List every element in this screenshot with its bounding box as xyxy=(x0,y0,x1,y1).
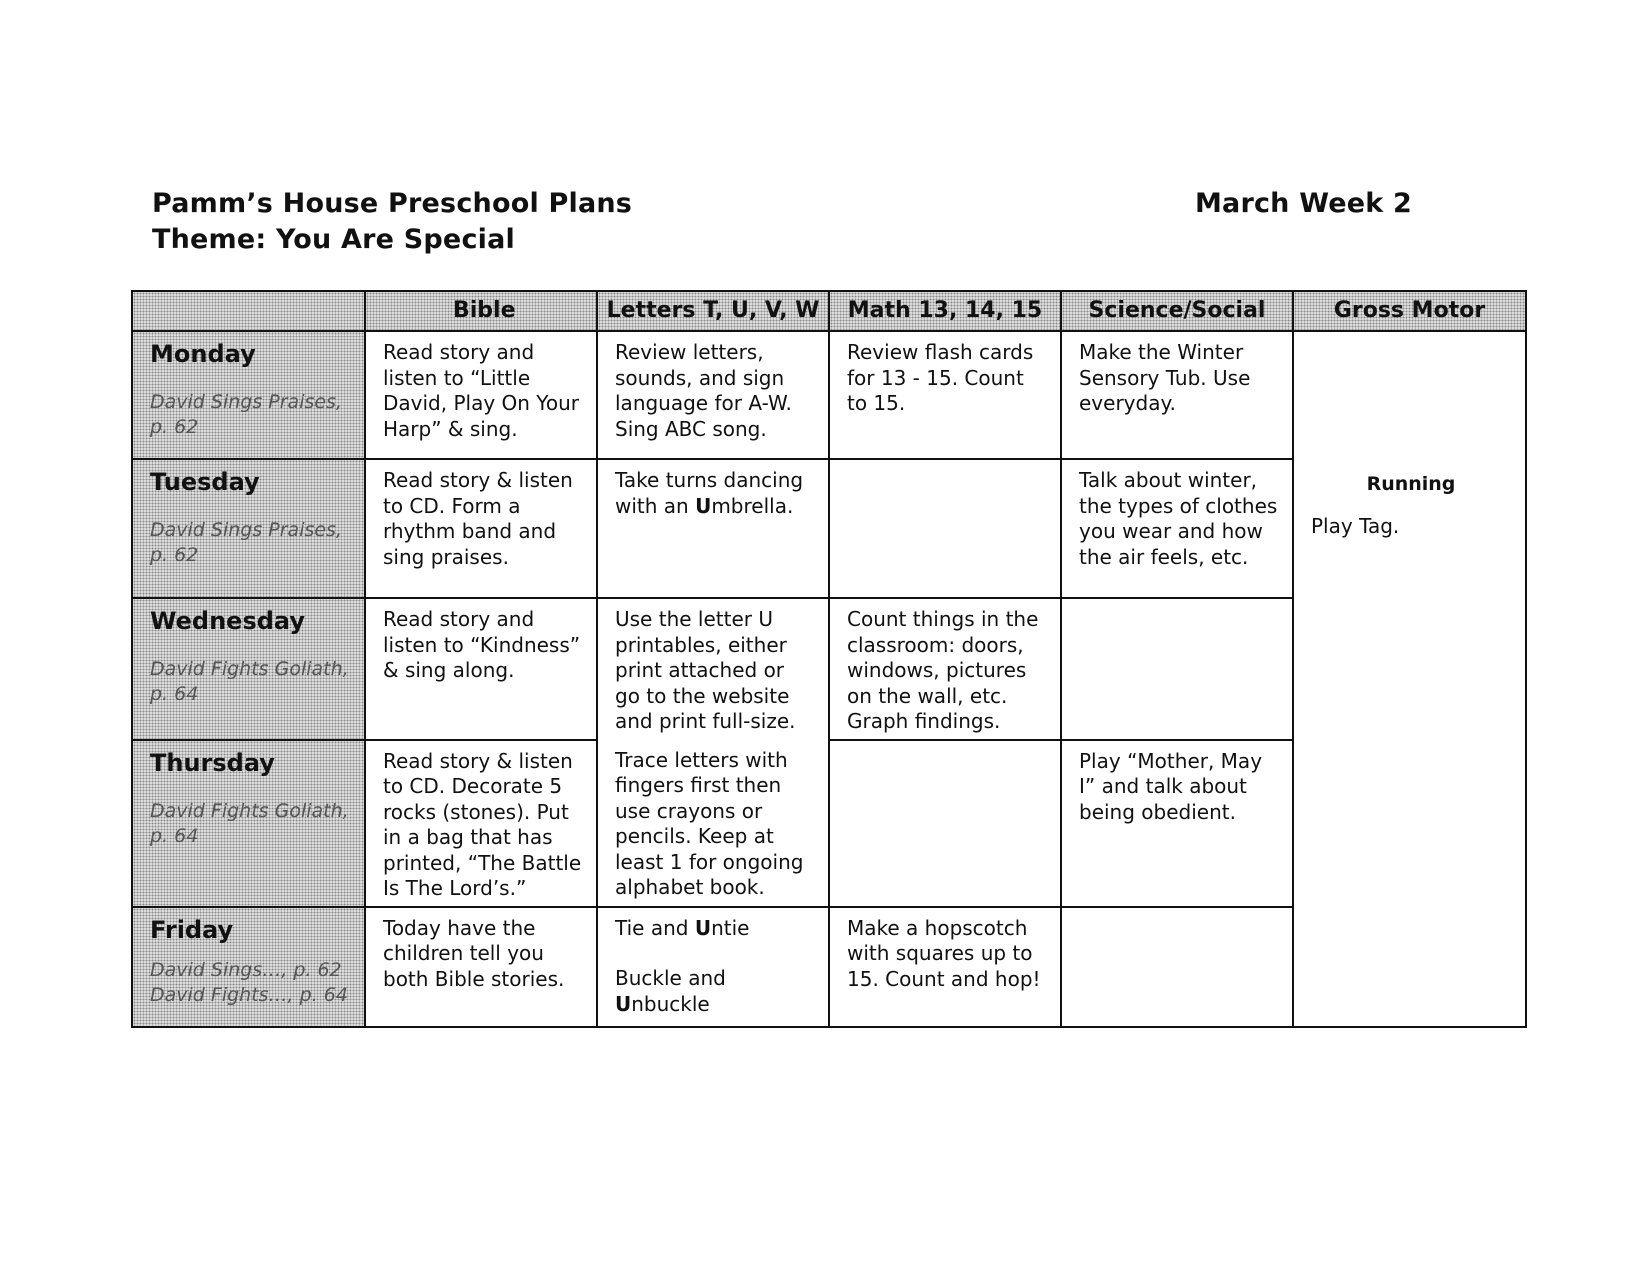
science-cell xyxy=(1061,598,1293,740)
day-name: Wednesday xyxy=(150,607,306,635)
day-reference: David Fights…, p. 64 xyxy=(150,983,348,1006)
column-header-gross-motor: Gross Motor xyxy=(1293,291,1526,331)
math-cell: Review flash cards for 13 - 15. Count to 15. xyxy=(829,331,1061,459)
day-cell-monday xyxy=(132,331,365,459)
plan-week: March Week 2 xyxy=(1194,188,1412,219)
header-corner xyxy=(132,291,365,331)
day-reference: David Fights Goliath, p. 64 xyxy=(150,658,349,705)
bible-cell: Read story and listen to “Kindness” & sing along. xyxy=(365,598,597,740)
day-cell-friday xyxy=(132,907,365,1027)
column-header-letters: Letters T, U, V, W xyxy=(597,291,829,331)
gross-motor-cell xyxy=(1293,331,1526,1027)
letters-cell: Trace letters with fingers first then use crayons or pencils. Keep at least 1 for ongoing alphabet book. xyxy=(597,740,829,907)
page-header xyxy=(152,186,1412,258)
table-row xyxy=(132,331,1526,459)
table-header-row xyxy=(132,291,1526,331)
bible-cell: Read story & listen to CD. Decorate 5 rocks (stones). Put in a bag that has printed, “The Battle Is The Lord’s.” xyxy=(365,740,597,907)
lesson-plan-table xyxy=(131,290,1527,1028)
letters-cell: Review letters, sounds, and sign language for A-W. Sing ABC song. xyxy=(597,331,829,459)
day-reference: David Sings…, p. 62 xyxy=(150,958,342,981)
day-cell-wednesday xyxy=(132,598,365,740)
gross-motor-text: Play Tag. xyxy=(1311,513,1400,538)
math-cell: Make a hopscotch with squares up to 15. Count and hop! xyxy=(829,907,1061,1027)
day-name: Tuesday xyxy=(150,468,260,496)
science-cell xyxy=(1061,907,1293,1027)
science-cell: Make the Winter Sensory Tub. Use everyday. xyxy=(1061,331,1293,459)
day-reference: David Fights Goliath, p. 64 xyxy=(150,799,349,847)
science-cell: Talk about winter, the types of clothes you wear and how the air feels, etc. xyxy=(1061,459,1293,598)
column-header-science: Science/Social xyxy=(1061,291,1293,331)
plan-theme: Theme: You Are Special xyxy=(152,224,515,255)
day-reference: David Sings Praises, p. 62 xyxy=(150,391,342,438)
day-reference: David Sings Praises, p. 62 xyxy=(150,519,342,566)
math-cell: Count things in the classroom: doors, windows, pictures on the wall, etc. Graph findings. xyxy=(829,598,1061,740)
column-header-math: Math 13, 14, 15 xyxy=(829,291,1061,331)
day-name: Friday xyxy=(150,915,234,944)
math-cell xyxy=(829,459,1061,598)
day-cell-tuesday xyxy=(132,459,365,598)
letters-cell: Take turns dancing with an Umbrella. xyxy=(597,459,829,598)
plan-title: Pamm’s House Preschool Plans xyxy=(152,188,633,219)
bible-cell: Read story & listen to CD. Form a rhythm band and sing praises. xyxy=(365,459,597,598)
bible-cell: Read story and listen to “Little David, Play On Your Harp” & sing. xyxy=(365,331,597,459)
math-cell xyxy=(829,740,1061,907)
day-cell-thursday xyxy=(132,740,365,907)
day-name: Monday xyxy=(150,340,256,368)
science-cell: Play “Mother, May I” and talk about being obedient. xyxy=(1061,740,1293,907)
bible-cell: Today have the children tell you both Bible stories. xyxy=(365,907,597,1027)
letters-cell: Tie and Untie Buckle and Unbuckle xyxy=(597,907,829,1027)
gross-motor-title: Running xyxy=(1366,473,1456,495)
letters-cell: Use the letter U printables, either print attached or go to the website and print full-size. xyxy=(597,598,829,740)
day-name: Thursday xyxy=(150,748,275,777)
column-header-bible: Bible xyxy=(365,291,597,331)
